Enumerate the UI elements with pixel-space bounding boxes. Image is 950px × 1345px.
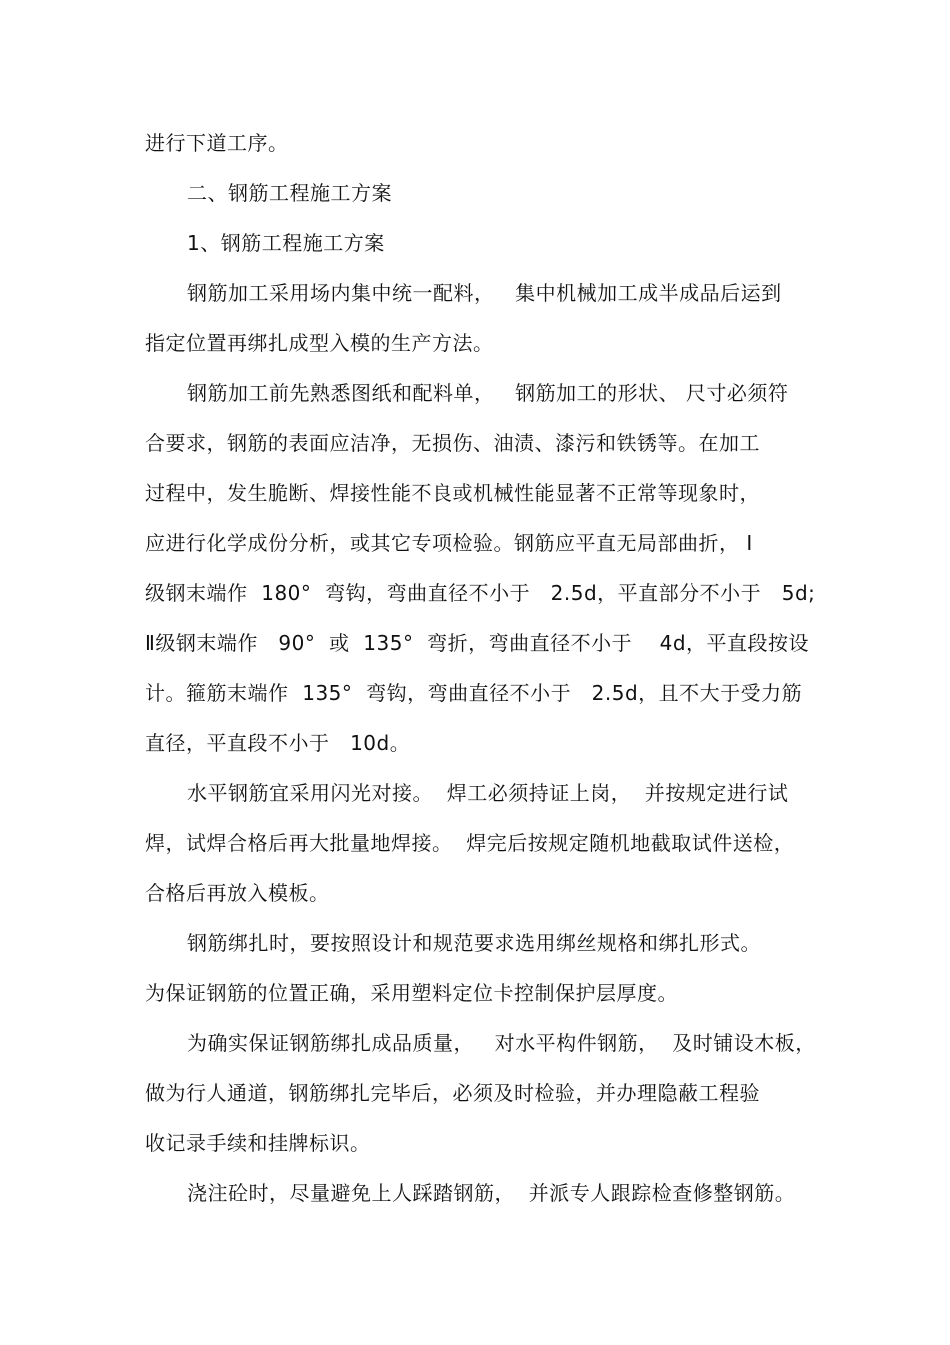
text-line: 焊，试焊合格后再大批量地焊接。 焊完后按规定随机地截取试件送检， — [145, 831, 795, 855]
text-line: 合格后再放入模板。 — [145, 881, 330, 905]
text-line: 钢筋加工前先熟悉图纸和配料单， 钢筋加工的形状、 尺寸必须符 — [187, 381, 789, 405]
text-line: 钢筋绑扎时，要按照设计和规范要求选用绑丝规格和绑扎形式。 — [187, 931, 761, 955]
text-line: 钢筋加工采用场内集中统一配料， 集中机械加工成半成品后运到 — [187, 281, 782, 305]
text-line: 做为行人通道，钢筋绑扎完毕后，必须及时检验，并办理隐蔽工程验 — [145, 1081, 760, 1105]
text-line: 为确实保证钢筋绑扎成品质量， 对水平构件钢筋， 及时铺设木板， — [187, 1031, 816, 1055]
text-line: 合要求，钢筋的表面应洁净，无损伤、油渍、漆污和铁锈等。在加工 — [145, 431, 760, 455]
text-line: 进行下道工序。 — [145, 131, 289, 155]
subsection-heading: 1、钢筋工程施工方案 — [187, 231, 385, 255]
section-heading: 二、钢筋工程施工方案 — [187, 181, 392, 205]
text-line: 浇注砼时，尽量避免上人踩踏钢筋， 并派专人跟踪检查修整钢筋。 — [187, 1181, 796, 1205]
text-line: 直径，平直段不小于 10d。 — [145, 731, 411, 755]
text-line: 应进行化学成份分析，或其它专项检验。钢筋应平直无局部曲折， Ⅰ — [145, 531, 753, 555]
text-line: 过程中，发生脆断、焊接性能不良或机械性能显著不正常等现象时， — [145, 481, 760, 505]
text-line: 指定位置再绑扎成型入模的生产方法。 — [145, 331, 494, 355]
text-line: 水平钢筋宜采用闪光对接。 焊工必须持证上岗， 并按规定进行试 — [187, 781, 789, 805]
text-line: 计。箍筋末端作 135° 弯钩，弯曲直径不小于 2.5d，且不大于受力筋 — [145, 681, 803, 705]
text-line: Ⅱ级钢末端作 90° 或 135° 弯折，弯曲直径不小于 4d，平直段按设 — [145, 631, 810, 655]
text-line: 为保证钢筋的位置正确，采用塑料定位卡控制保护层厚度。 — [145, 981, 678, 1005]
text-line: 收记录手续和挂牌标识。 — [145, 1131, 371, 1155]
text-line: 级钢末端作 180° 弯钩，弯曲直径不小于 2.5d，平直部分不小于 5d; — [145, 581, 816, 605]
